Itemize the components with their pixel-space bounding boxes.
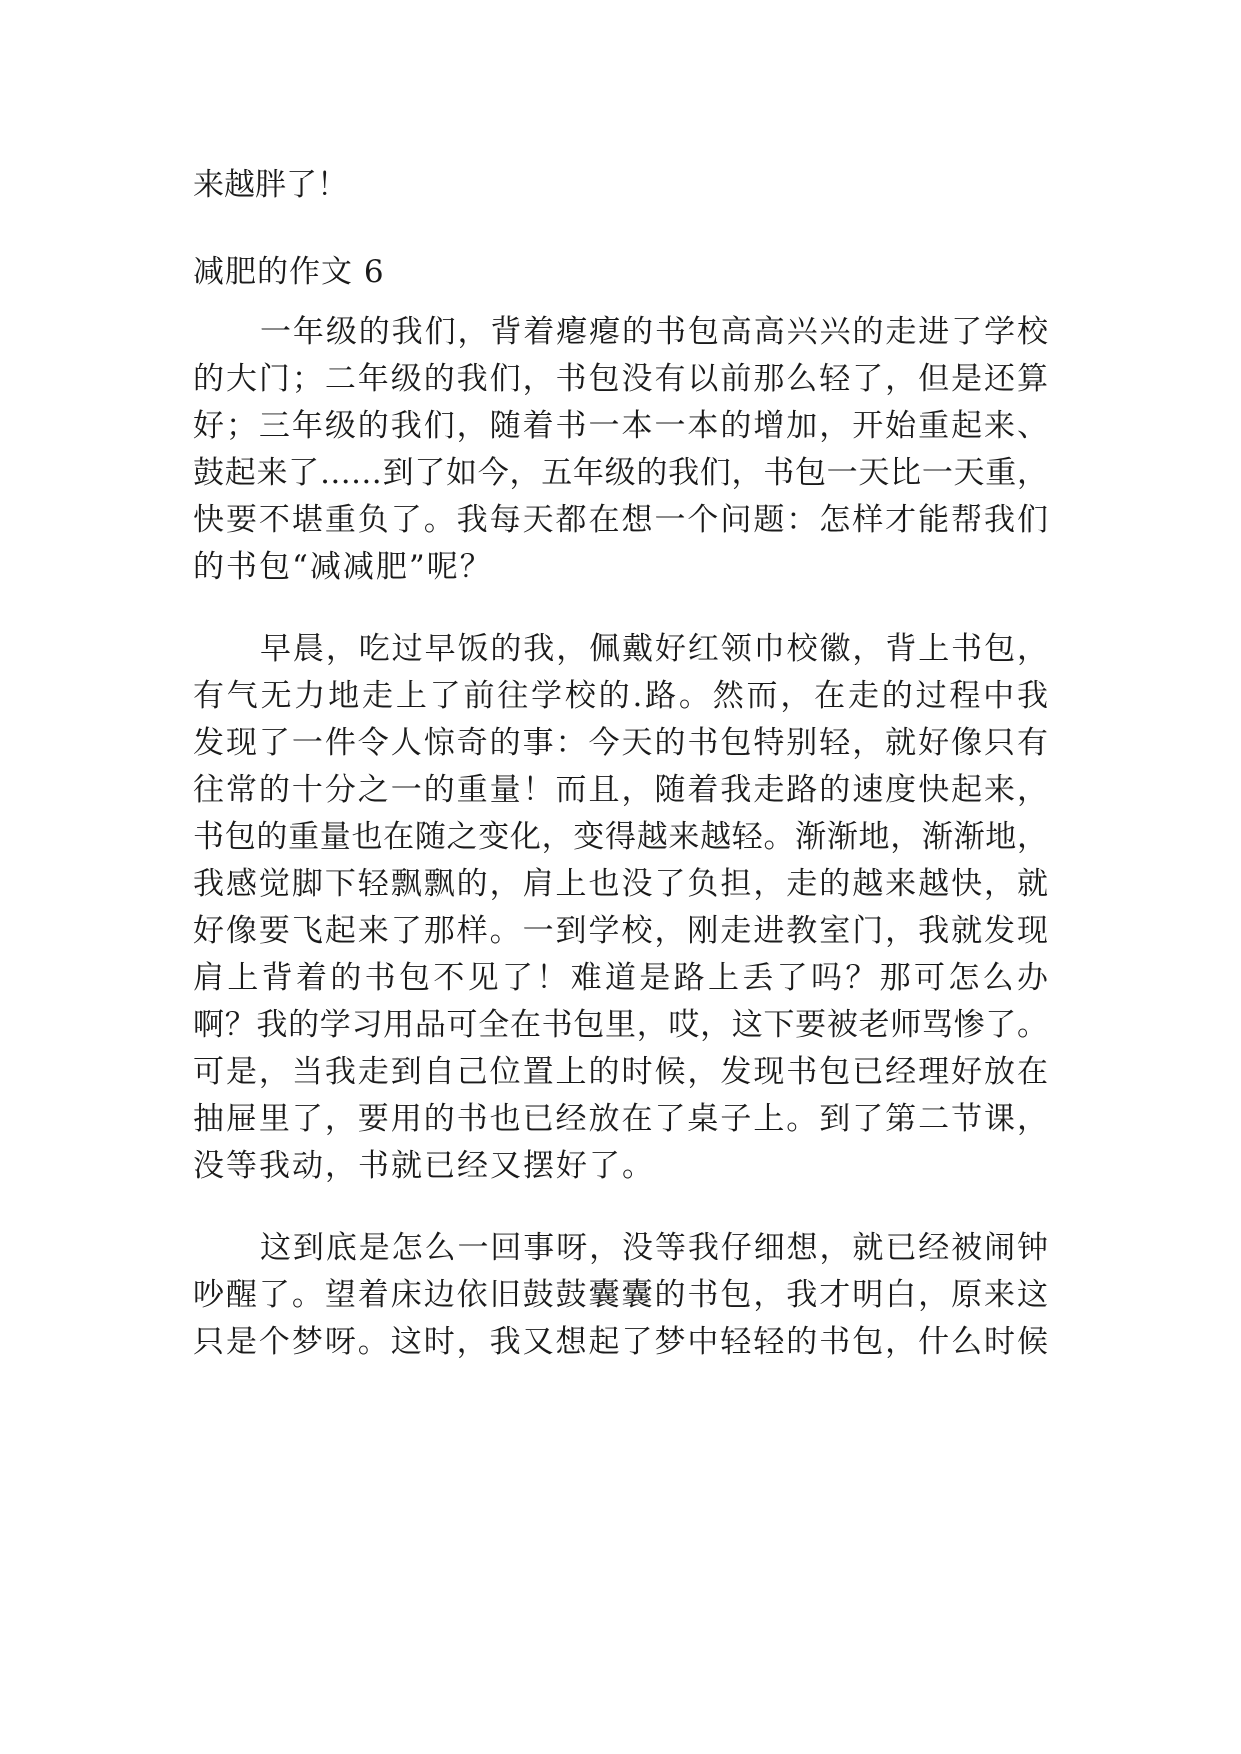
line-text: 往常的十分之一的重量！而且，随着我走路的速度快起来， — [193, 772, 1048, 808]
line-text: 一年级的我们，背着瘪瘪的书包高高兴兴的走进了学校 — [260, 314, 1048, 350]
line-text: 好像要飞起来了那样。一到学校，刚走进教室门，我就发现 — [193, 913, 1048, 949]
line-text: 吵醒了。望着床边依旧鼓鼓囊囊的书包，我才明白，原来这 — [193, 1277, 1048, 1313]
line-text: 的书包“减减肥”呢？ — [193, 549, 493, 585]
line-text: 鼓起来了……到了如今，五年级的我们，书包一天比一天重， — [193, 455, 1048, 491]
line-text: 快要不堪重负了。我每天都在想一个问题：怎样才能帮我们 — [193, 502, 1048, 538]
line-text: 啊？我的学习用品可全在书包里，哎，这下要被老师骂惨了。 — [193, 1007, 1048, 1043]
line-text: 好；三年级的我们，随着书一本一本的增加，开始重起来、 — [193, 408, 1048, 444]
line-text: 来越胖了！ — [193, 167, 348, 203]
line-text: 抽屉里了，要用的书也已经放在了桌子上。到了第二节课， — [193, 1101, 1048, 1137]
title-text: 减肥的作文 6 — [193, 254, 385, 290]
paragraph-2-line — [0, 1136, 1241, 1196]
essay-title — [0, 242, 1241, 302]
line-text: 有气无力地走上了前往学校的.路。然而，在走的过程中我 — [193, 678, 1048, 714]
line-text: 的大门；二年级的我们，书包没有以前那么轻了，但是还算 — [193, 361, 1048, 397]
line-text: 发现了一件令人惊奇的事：今天的书包特别轻，就好像只有 — [193, 725, 1048, 761]
line-text: 只是个梦呀。这时，我又想起了梦中轻轻的书包，什么时候 — [193, 1324, 1048, 1360]
line-text: 肩上背着的书包不见了！难道是路上丢了吗？那可怎么办 — [193, 960, 1048, 996]
text-line — [0, 155, 1241, 215]
line-text: 没等我动，书就已经又摆好了。 — [193, 1148, 655, 1184]
line-text: 我感觉脚下轻飘飘的，肩上也没了负担，走的越来越快，就 — [193, 866, 1048, 902]
paragraph-1-line — [0, 537, 1241, 597]
line-text: 书包的重量也在随之变化，变得越来越轻。渐渐地，渐渐地， — [193, 819, 1048, 855]
line-text: 可是，当我走到自己位置上的时候，发现书包已经理好放在 — [193, 1054, 1048, 1090]
paragraph-3-line — [0, 1312, 1241, 1372]
line-text: 这到底是怎么一回事呀，没等我仔细想，就已经被闹钟 — [260, 1230, 1048, 1266]
line-text: 早晨，吃过早饭的我，佩戴好红领巾校徽，背上书包， — [260, 631, 1048, 667]
